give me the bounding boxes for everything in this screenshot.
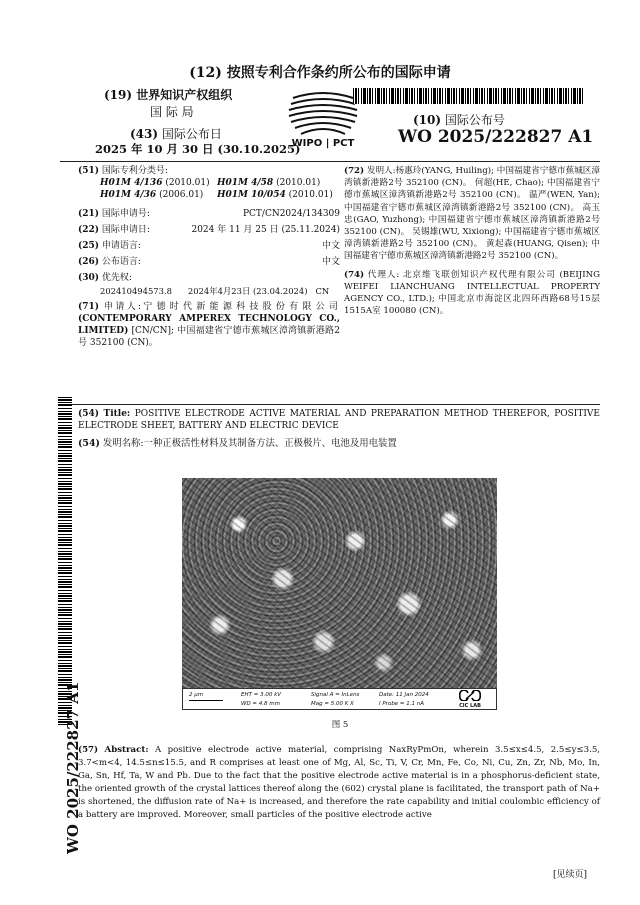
sem-eht: EHT = 3.00 kV xyxy=(241,692,282,698)
ipc-list xyxy=(78,177,340,201)
applicant: (71) 申请人:宁德时代新能源科技股份有限公司 (CONTEMPORARY AMPEREX TECHNOLOGY CO., LIMITED) [CN/CN]; 中国福建省宁德市蕉城区漳湾镇新港路2号 352100 (CN)。 xyxy=(78,301,340,349)
filing-date-row: (22) 国际申请日: 2024 年 11 月 25 日 (25.11.2024) xyxy=(78,224,340,235)
pubdate-value: 2025 年 10 月 30 日 (30.10.2025) xyxy=(95,142,301,156)
ipc-heading: (51) 国际专利分类号: xyxy=(78,166,168,176)
title-en: (54) Title: POSITIVE ELECTRODE ACTIVE MATERIAL AND PREPARATION METHOD THEREFOR, POSITIVE ELECTRODE SHEET, BATTERY AND ELECTRIC DEVICE xyxy=(78,409,600,431)
pubno-value: WO 2025/222827 A1 xyxy=(398,127,594,147)
cic-lab-logo-icon xyxy=(457,690,483,701)
figure-caption: 图 5 xyxy=(331,720,349,730)
ipc-row: H01M 4/36 (2006.01) H01M 10/054 (2010.01) xyxy=(100,190,333,201)
pubdate-code: (43) xyxy=(130,127,159,141)
priority-value: 202410494573.8 2024年4月23日 (23.04.2024) CN xyxy=(100,285,330,296)
org-name: 世界知识产权组织 xyxy=(136,88,233,102)
continued-marker: [见续页] xyxy=(553,870,588,880)
pubno-heading xyxy=(413,111,505,128)
wipo-pct-text: WIPO | PCT xyxy=(291,138,355,149)
title-cn: (54) 发明名称:一种正极活性材料及其制备方法、正极极片、电池及用电装置 xyxy=(78,438,397,449)
sem-signal: Signal A = InLens xyxy=(311,692,360,698)
agent: (74) 代理人: 北京维飞联创知识产权代理有限公司 (BEIJING WEIFEI LIANCHUANG INTELLECTUAL PROPERTY AGENCY CO., LTD.); 中国北京市海淀区北四环西路68号15层1515A室 100080 (CN)。 xyxy=(344,269,600,317)
left-bibliographic-column xyxy=(78,165,340,350)
appno-row: (21) 国际申请号: PCT/CN2024/134309 xyxy=(78,208,340,219)
wipo-logo xyxy=(283,90,363,150)
sem-wd: WD = 4.8 mm xyxy=(241,701,280,707)
wipo-emblem-icon xyxy=(283,90,363,138)
sem-mag: Mag = 5.00 K X xyxy=(311,701,354,707)
pubdate-heading xyxy=(130,125,222,142)
sem-probe: I Probe = 1.1 nA xyxy=(379,701,425,707)
header-divider xyxy=(60,161,600,162)
sem-date: Date: 11 Jan 2024 xyxy=(379,692,429,698)
sem-scale-bar xyxy=(189,700,223,701)
side-barcode xyxy=(58,395,72,725)
filing-language-row: (25) 申请语言: 中文 xyxy=(78,241,340,252)
right-bibliographic-column xyxy=(344,165,600,317)
pubno-label: 国际公布号 xyxy=(444,113,505,127)
pubdate-label: 国际公布日 xyxy=(161,127,222,141)
bureau: 国 际 局 xyxy=(150,105,194,119)
sem-micrograph xyxy=(182,478,497,688)
top-barcode xyxy=(353,88,585,104)
sem-info-bar xyxy=(182,688,497,710)
biblio-divider xyxy=(60,404,600,405)
pubno-code: (10) xyxy=(413,113,442,127)
abstract: (57) Abstract: A positive electrode active material, comprising NaxRyPmOn, wherein 3.5≤x≤4.5, 2.5≤y≤3.5, 3.7<m<4, 14.5≤n≤15.5, and R comprises at least one of Mg, Al, Sc, Ti, V, Cr, Mn, Fe, Co, Ni, Cu, Zn, Zr, Nb, Mo, In, Ga, Sn, Hf, Ta, W and Pb. Due to the fact that the positive electrode active material is in a phosphorus-deficient state, the oriented growth of the crystal lattices thereof along the (602) crystal plane is facilitated, the transport path of Na+ is shortened, the diffusion rate of Na+ is increased, and therefore the rate capability and initial coulombic efficiency of a battery are improved. Moreover, small particles of the positive electrode active xyxy=(78,745,601,820)
document-title: (12) 按照专利合作条约所公布的国际申请 xyxy=(189,65,451,81)
inventors: (72) 发明人:杨惠玲(YANG, Huiling); 中国福建省宁德市蕉城区漳湾镇新港路2号 352100 (CN)。 何超(HE, Chao); 中国福建省宁德市蕉城区漳湾镇新港路2号 352100 (CN)。 温严(WEN, Yan); 中国福建省宁德市蕉城区漳湾镇新港路2号 352100 (CN)。 高玉忠(GAO, Yuzhong); 中国福建省宁德市蕉城区漳湾镇新港路2号 352100 (CN)。 吴锡雄(WU, Xixiong); 中国福建省宁德市蕉城区漳湾镇新港路2号 352100 (CN)。 黄起森(HUANG, Qisen); 中国福建省宁德市蕉城区漳湾镇新港路2号 352100 (CN)。 xyxy=(344,166,601,262)
sem-lab-logo: CIC LAB xyxy=(447,690,493,709)
side-publication-number: WO 2025/222827 A1 xyxy=(64,681,82,854)
ipc-row: H01M 4/136 (2010.01) H01M 4/58 (2010.01) xyxy=(100,178,321,189)
sem-scale: 2 μm xyxy=(189,692,204,698)
org-code: (19) xyxy=(104,88,133,102)
publication-language-row: (26) 公布语言: 中文 xyxy=(78,257,340,268)
org-heading xyxy=(104,86,232,103)
priority-heading: (30) 优先权: xyxy=(78,273,132,284)
